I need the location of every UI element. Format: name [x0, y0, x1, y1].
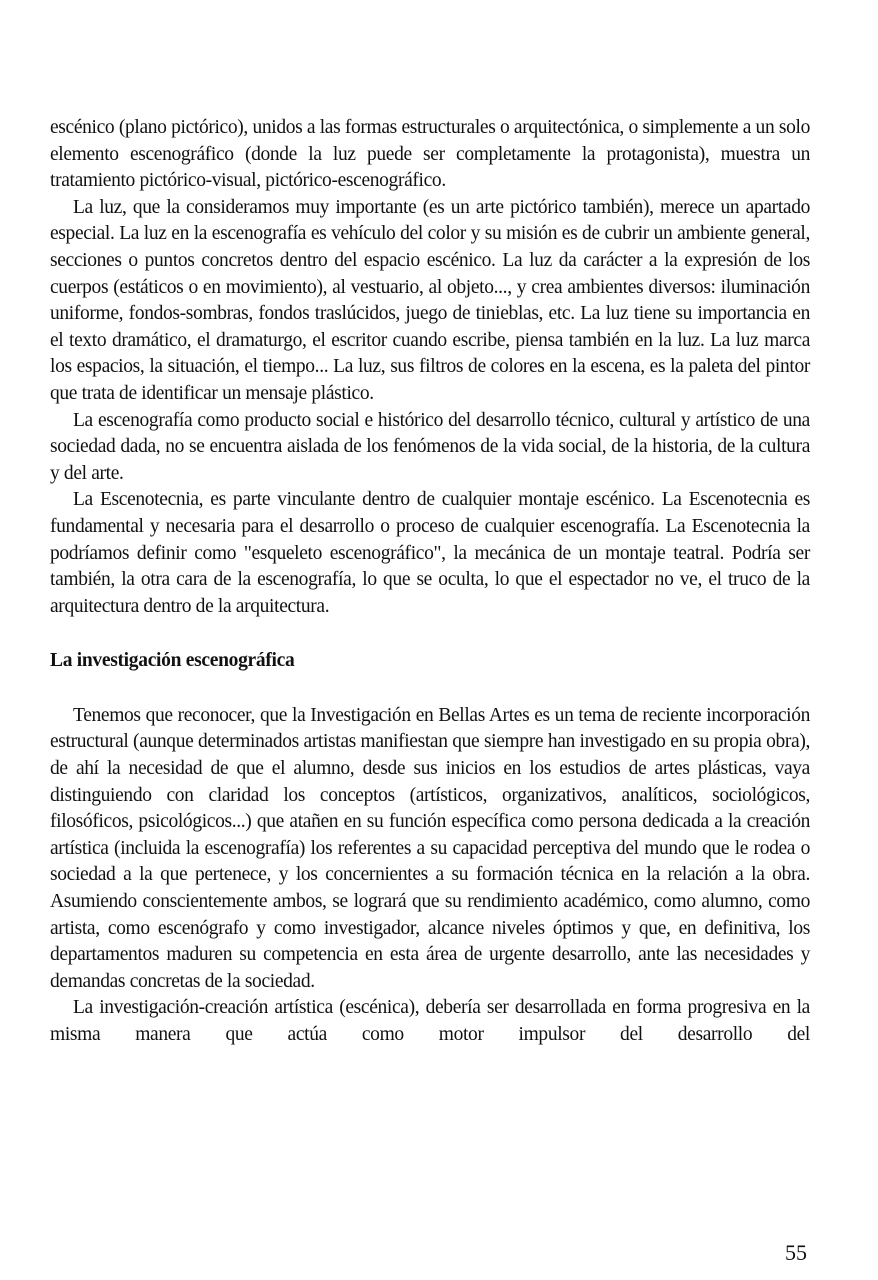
section-heading: La investigación escenográfica — [50, 650, 295, 672]
page-number: 55 — [785, 1240, 807, 1265]
paragraph-escenotecnia: La Escenotecnia, es parte vinculante dentro de cualquier montaje escénico. La Escenotecnia es fundamental y necesaria para el desarrollo o proceso de cualquier escenografía. La Escenotecnia la podríamos definir como "esqueleto escenográfico", la mecánica de un montaje teatral. Podría ser también, la otra cara de la escenografía, lo que se oculta, lo que el espectador no ve, el truco de la arquitectura dentro de la arquitectura. — [50, 489, 810, 617]
paragraph-research-creation: La investigación-creación artística (escénica), debería ser desarrollada en forma progresiva en la misma manera que actúa como motor impulsor del desarrollo del — [50, 997, 810, 1045]
paragraph-continuation: escénico (plano pictórico), unidos a las formas estructurales o arquitectónica, o simplemente a un solo elemento escenográfico (donde la luz puede ser completamente la protagonista), muestra un tratamiento pictórico-visual, pictórico-escenográfico. — [50, 117, 810, 192]
paragraph-social-product: La escenografía como producto social e histórico del desarrollo técnico, cultural y artístico de una sociedad dada, no se encuentra aislada de los fenómenos de la vida social, de la historia, de la cultura y del arte. — [50, 409, 810, 484]
paragraph-research: Tenemos que reconocer, que la Investigación en Bellas Artes es un tema de reciente incorporación estructural (aunque determinados artistas manifiestan que siempre han investigado en su propia obra), de ahí la necesidad de que el alumno, desde sus inicios en los estudios de artes plásticas, vaya distinguiendo con claridad los conceptos (artísticos, organizativos, analíticos, sociológicos, filosóficos, psicológicos...) que atañen en su función específica como persona dedicada a la creación artística (incluida la escenografía) los referentes a su capacidad perceptiva del mundo que le rodea o sociedad a la que pertenece, y los concernientes a su formación técnica en la relación a la obra. Asumiendo conscientemente ambos, se logrará que su rendimiento académico, como alumno, como artista, como escenógrafo y como investigador, alcance niveles óptimos y que, en definitiva, los departamentos maduren su competencia en esta área de urgente desarrollo, ante las necesidades y demandas concretas de la sociedad. — [50, 704, 810, 992]
paragraph-light: La luz, que la consideramos muy importante (es un arte pictórico también), merece un apartado especial. La luz en la escenografía es vehículo del color y su misión es de cubrir un ambiente general, secciones o puntos concretos dentro del espacio escénico. La luz da carácter a la expresión de los cuerpos (estáticos o en movimiento), al vestuario, al objeto..., y crea ambientes diversos: iluminación uniforme, fondos-sombras, fondos traslúcidos, juego de tinieblas, etc. La luz tiene su importancia en el texto dramático, el dramaturgo, el escritor cuando escribe, piensa también en la luz. La luz marca los espacios, la situación, el tiempo... La luz, sus filtros de colores en la escena, es la paleta del pintor que trata de identificar un mensaje plástico. — [50, 196, 810, 404]
page-body — [50, 115, 810, 1049]
